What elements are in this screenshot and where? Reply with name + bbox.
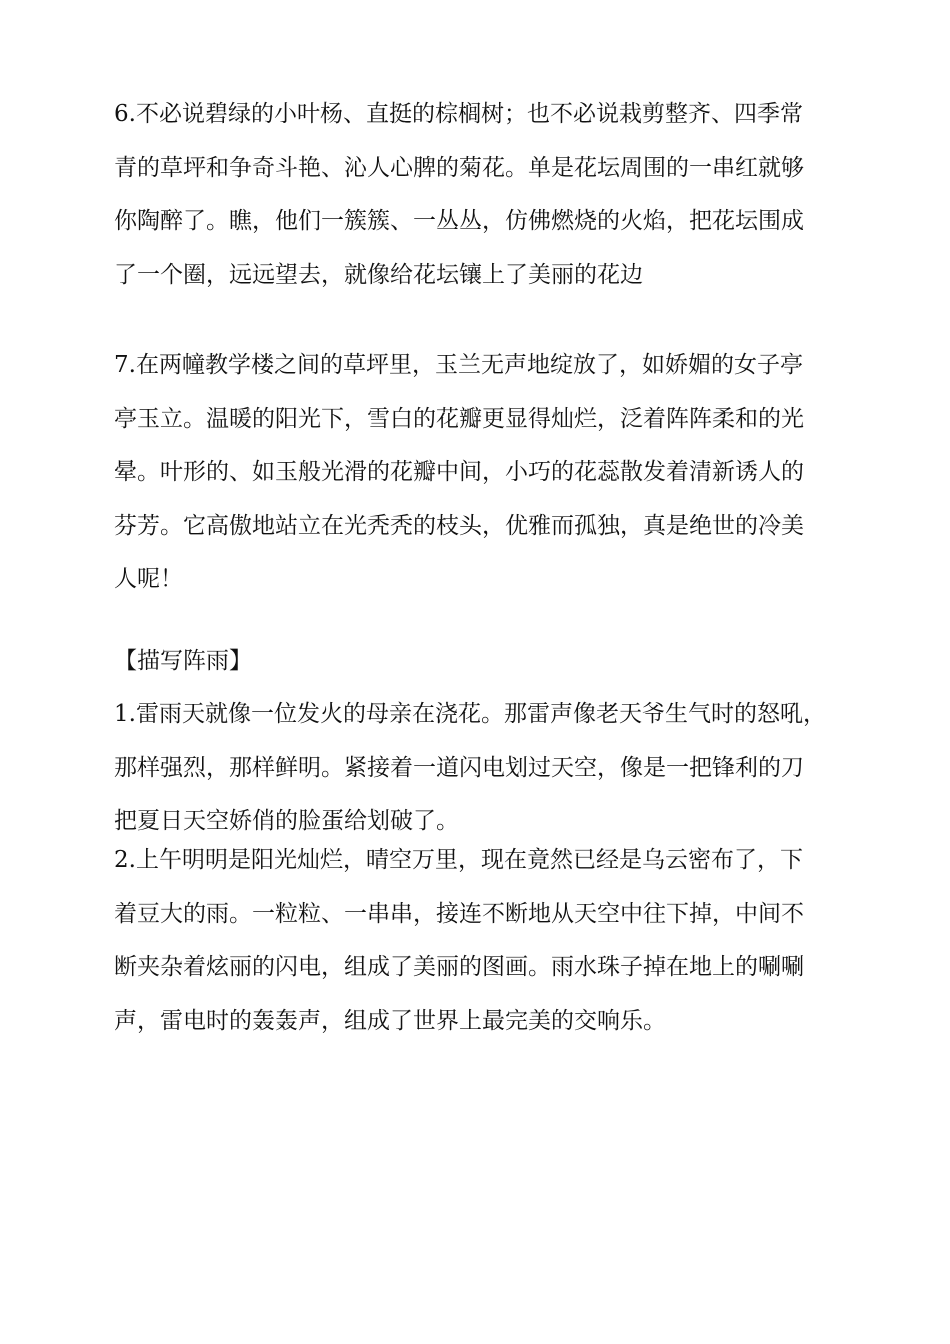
rain-paragraph-1 [114, 688, 844, 849]
paragraph-7 [114, 339, 844, 607]
text-line: 人呢！ [114, 566, 183, 592]
text-line: 那样强烈，那样鲜明。紧接着一道闪电划过天空，像是一把锋利的刀 [114, 754, 804, 781]
text-line: 青的草坪和争奇斗艳、沁人心脾的菊花。单是花坛周围的一串红就够 [114, 154, 804, 181]
paragraph-6 [114, 88, 844, 302]
section-heading [114, 635, 844, 689]
text-line: 着豆大的雨。一粒粒、一串串，接连不断地从天空中往下掉，中间不 [114, 900, 804, 927]
text-line: 断夹杂着炫丽的闪电，组成了美丽的图画。雨水珠子掉在地上的唰唰 [114, 954, 804, 980]
text-line: 晕。叶形的、如玉般光滑的花瓣中间，小巧的花蕊散发着清新诱人的 [114, 459, 804, 485]
text-line: 2.上午明明是阳光灿烂，晴空万里，现在竟然已经是乌云密布了，下 [114, 847, 803, 873]
text-line: 1.雷雨天就像一位发火的母亲在浇花。那雷声像老天爷生气时的怒吼， [114, 701, 826, 727]
text-line: 亭玉立。温暖的阳光下，雪白的花瓣更显得灿烂，泛着阵阵柔和的光 [114, 405, 804, 432]
text-line: 芬芳。它高傲地站立在光秃秃的枝头，优雅而孤独，真是绝世的冷美 [114, 512, 804, 539]
text-line: 声，雷电时的轰轰声，组成了世界上最完美的交响乐。 [114, 1007, 666, 1034]
section-heading-text: 【描写阵雨】 [114, 648, 252, 674]
text-line: 把夏日天空娇俏的脸蛋给划破了。 [114, 808, 459, 834]
text-line: 7.在两幢教学楼之间的草坪里，玉兰无声地绽放了，如娇媚的女子亭 [114, 352, 803, 378]
text-line: 了一个圈，远远望去，就像给花坛镶上了美丽的花边 [114, 261, 643, 288]
text-line: 6.不必说碧绿的小叶杨、直挺的棕榈树；也不必说栽剪整齐、四季常 [114, 101, 803, 127]
text-line: 你陶醉了。瞧，他们一簇簇、一丛丛，仿佛燃烧的火焰，把花坛围成 [114, 208, 804, 234]
rain-paragraph-2 [114, 834, 844, 1048]
